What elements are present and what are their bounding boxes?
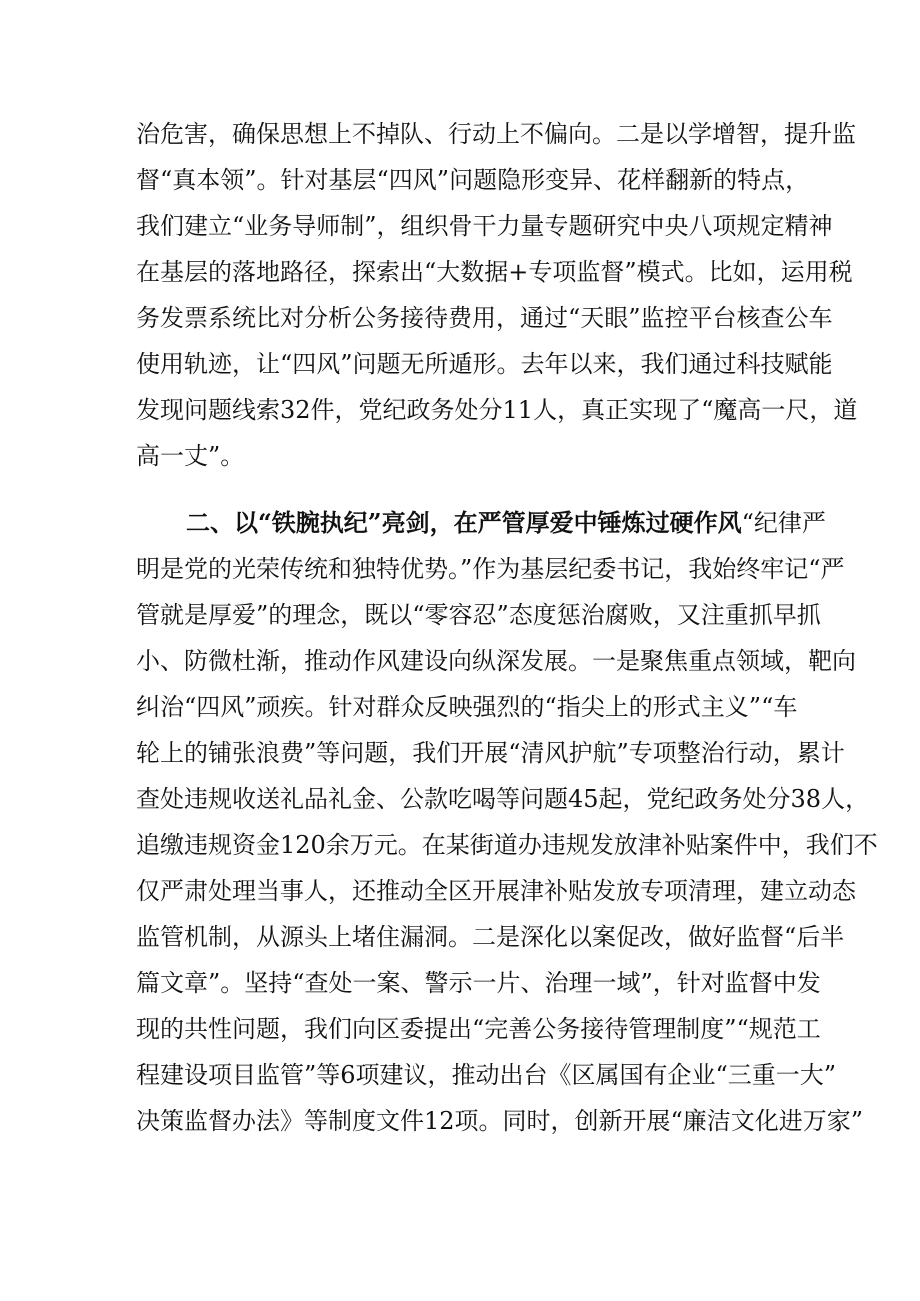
paragraph-line: 仅严肃处理当事人，还推动全区开展津补贴发放专项清理，建立动态 [136, 877, 856, 905]
paragraph-line: 现的共性问题，我们向区委提出“完善公务接待管理制度”“规范工 [136, 1015, 821, 1043]
paragraph-line: 查处违规收送礼品礼金、公款吃喝等问题45起，党纪政务处分38人， [136, 785, 870, 813]
paragraph-line: 发现问题线索32件，党纪政务处分11人，真正实现了“魔高一尺，道 [136, 396, 858, 424]
paragraph-line: 使用轨迹，让“四风”问题无所遁形。去年以来，我们通过科技赋能 [136, 350, 833, 378]
section-heading-tail: “纪律严 [741, 509, 826, 537]
paragraph-line: 纠治“四风”顽疾。针对群众反映强烈的“指尖上的形式主义”“车 [136, 693, 798, 721]
paragraph-line: 高一丈”。 [136, 442, 245, 470]
paragraph-line: 管就是厚爱”的理念，既以“零容忍”态度惩治腐败，又注重抓早抓 [136, 601, 821, 629]
section-heading: 二、以“铁腕执纪”亮剑，在严管厚爱中锤炼过硬作风 [186, 508, 742, 537]
paragraph-line: 督“真本领”。针对基层“四风”问题隐形变异、花样翻新的特点， [136, 166, 810, 194]
paragraph-line: 我们建立“业务导师制”，组织骨干力量专题研究中央八项规定精神 [136, 212, 833, 240]
paragraph-line: 决策监督办法》等制度文件12项。同时，创新开展“廉洁文化进万家” [136, 1107, 864, 1135]
paragraph-line: 明是党的光荣传统和独特优势。”作为基层纪委书记，我始终牢记“严 [136, 555, 845, 583]
paragraph-line: 篇文章”。坚持“查处一案、警示一片、治理一域”，针对监督中发 [136, 969, 821, 997]
paragraph-line: 程建设项目监管”等6项建议，推动出台《区属国有企业“三重一大” [136, 1061, 837, 1089]
paragraph-line: 务发票系统比对分析公务接待费用，通过“天眼”监控平台核查公车 [136, 304, 833, 332]
paragraph-line: 轮上的铺张浪费”等问题，我们开展“清风护航”专项整治行动，累计 [136, 739, 845, 767]
paragraph-line: 治危害，确保思想上不掉队、行动上不偏向。二是以学增智，提升监 [136, 120, 856, 148]
paragraph-line: 在基层的落地路径，探索出“大数据+专项监督”模式。比如，运用税 [136, 258, 853, 286]
section-heading-line [186, 500, 826, 546]
paragraph-line: 监管机制，从源头上堵住漏洞。二是深化以案促改，做好监督“后半 [136, 923, 845, 951]
paragraph-line: 小、防微杜渐，推动作风建设向纵深发展。一是聚焦重点领域，靶向 [136, 647, 856, 675]
paragraph-line: 追缴违规资金120余万元。在某街道办违规发放津补贴案件中，我们不 [136, 831, 878, 859]
